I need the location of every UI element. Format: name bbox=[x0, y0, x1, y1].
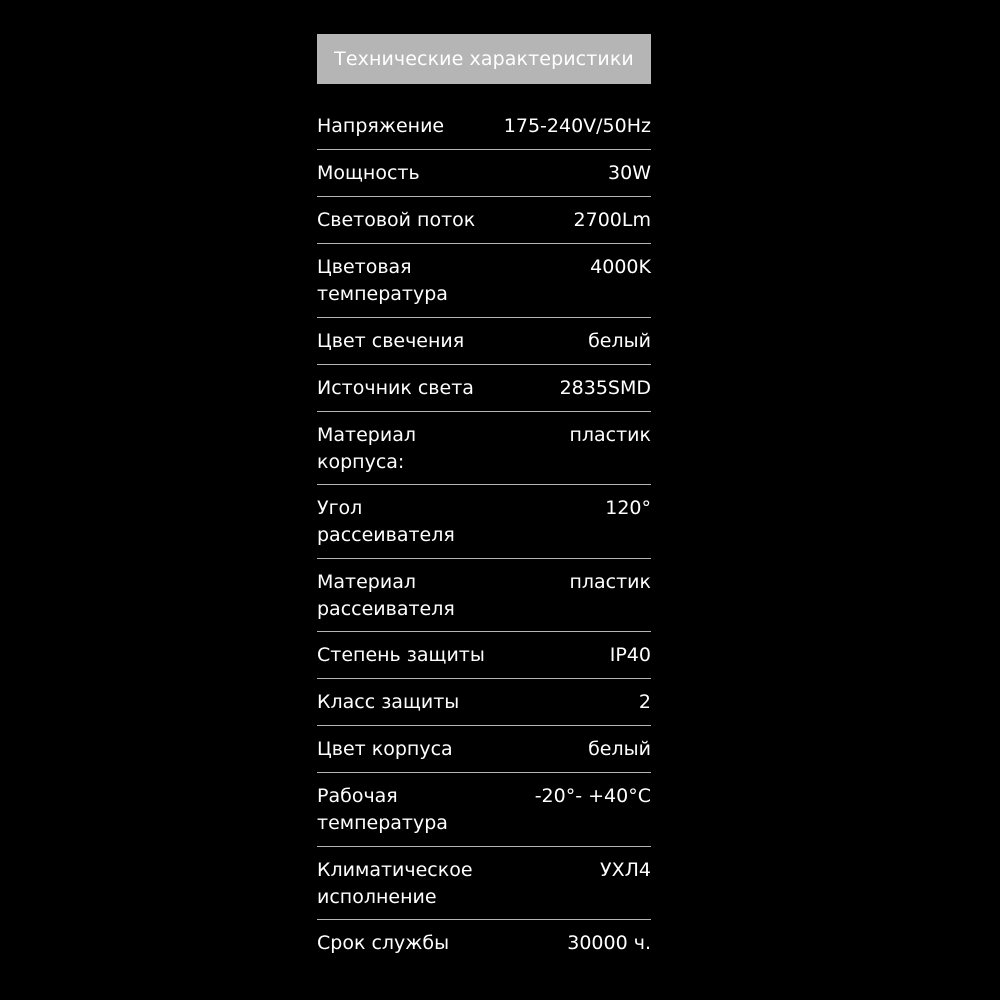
spec-value: 120° bbox=[605, 497, 651, 519]
spec-value: 175-240V/50Hz bbox=[503, 115, 651, 137]
spec-label: Источник света bbox=[317, 376, 474, 399]
spec-row-body-color bbox=[317, 726, 651, 773]
spec-value: 2835SMD bbox=[559, 376, 651, 399]
spec-value: IP40 bbox=[609, 644, 651, 666]
spec-row-power bbox=[317, 150, 651, 197]
spec-value: УХЛ4 bbox=[600, 858, 651, 881]
spec-row-glow-color bbox=[317, 318, 651, 365]
spec-row-climate-version bbox=[317, 847, 651, 921]
spec-value: 2700Lm bbox=[573, 209, 651, 231]
spec-row-diffuser-material bbox=[317, 559, 651, 633]
spec-label: Класс защиты bbox=[317, 691, 460, 713]
spec-label: Мощность bbox=[317, 162, 420, 184]
spec-row-protection-degree bbox=[317, 632, 651, 679]
spec-row-operating-temperature bbox=[317, 773, 651, 847]
spec-header bbox=[317, 34, 651, 84]
spec-row-luminous-flux bbox=[317, 197, 651, 244]
spec-label: Материал корпуса: bbox=[317, 423, 416, 473]
spec-value: белый bbox=[588, 329, 651, 352]
spec-label: Климатическое исполнение bbox=[317, 858, 473, 908]
spec-label: Материал рассеивателя bbox=[317, 570, 455, 620]
spec-label: Напряжение bbox=[317, 115, 445, 137]
spec-label: Цветовая температура bbox=[317, 256, 448, 305]
spec-table bbox=[317, 103, 651, 967]
spec-row-color-temperature bbox=[317, 244, 651, 318]
spec-row-service-life bbox=[317, 920, 651, 967]
spec-value: пластик bbox=[569, 423, 651, 446]
spec-label: Рабочая температура bbox=[317, 785, 448, 834]
spec-label: Срок службы bbox=[317, 932, 450, 954]
spec-value: пластик bbox=[569, 570, 651, 593]
spec-row-body-material bbox=[317, 412, 651, 486]
spec-row-diffuser-angle bbox=[317, 485, 651, 559]
spec-label: Степень защиты bbox=[317, 644, 485, 666]
spec-label: Световой поток bbox=[317, 209, 476, 231]
spec-value: -20°- +40°C bbox=[534, 785, 651, 807]
spec-row-voltage bbox=[317, 103, 651, 150]
spec-label: Угол рассеивателя bbox=[317, 497, 455, 546]
spec-row-protection-class bbox=[317, 679, 651, 726]
spec-value: 4000K bbox=[590, 256, 651, 278]
spec-value: белый bbox=[588, 738, 651, 760]
spec-label: Цвет корпуса bbox=[317, 738, 453, 760]
spec-label: Цвет свечения bbox=[317, 329, 465, 352]
spec-value: 30W bbox=[608, 162, 651, 184]
spec-value: 2 bbox=[638, 691, 651, 713]
spec-header-title: Технические характеристики bbox=[334, 48, 634, 70]
spec-value: 30000 ч. bbox=[567, 932, 651, 954]
spec-row-light-source bbox=[317, 365, 651, 412]
